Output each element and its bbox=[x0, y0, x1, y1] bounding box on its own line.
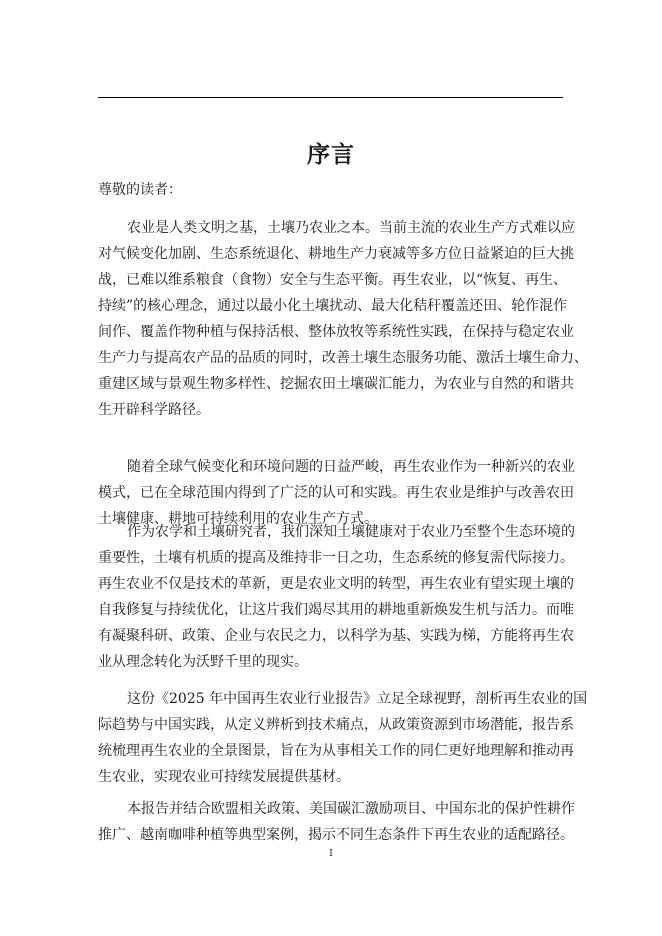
paragraph-line: 业从理念转化为沃野千里的现实。 bbox=[98, 654, 308, 670]
paragraph-line: 重要性，土壤有机质的提高及维持非一日之功，生态系统的修复需代际接力。 bbox=[98, 550, 574, 566]
paragraph-line: 农业是人类文明之基，土壤乃农业之本。当前主流的农业生产方式难以应 bbox=[127, 220, 575, 236]
paragraph-line: 际趋势与中国实践，从定义辨析到技术痛点，从政策资源到市场潜能，报告系 bbox=[98, 717, 574, 733]
paragraph-line: 推广、越南咖啡种植等典型案例，揭示不同生态条件下再生农业的适配路径。 bbox=[98, 827, 574, 843]
paragraph-line: 重建区域与景观生物多样性、挖掘农田土壤碳汇能力，为农业与自然的和谐共 bbox=[98, 376, 574, 392]
header-rule bbox=[98, 97, 563, 98]
paragraph-line: 持续”的核心理念，通过以最小化土壤扰动、最大化秸秆覆盖还田、轮作混作 bbox=[98, 298, 568, 314]
page-title: 序言 bbox=[307, 142, 355, 168]
paragraph-line: 这份《2025 年中国再生农业行业报告》立足全球视野，剖析再生农业的国 bbox=[127, 691, 588, 707]
paragraph-3 bbox=[98, 519, 575, 675]
paragraph-line: 生农业，实现农业可持续发展提供基材。 bbox=[98, 769, 350, 785]
paragraph-line: 有凝聚科研、政策、企业与农民之力，以科学为基、实践为梯，方能将再生农 bbox=[98, 628, 574, 644]
paragraph-line: 本报告并结合欧盟相关政策、美国碳汇激励项目、中国东北的保护性耕作 bbox=[127, 801, 575, 817]
paragraph-4 bbox=[98, 686, 588, 790]
paragraph-line: 随着全球气候变化和环境问题的日益严峻，再生农业作为一种新兴的农业 bbox=[127, 459, 575, 475]
salutation: 尊敬的读者： bbox=[98, 182, 182, 198]
paragraph-line: 生开辟科学路径。 bbox=[98, 402, 210, 418]
paragraph-line: 土壤健康、耕地可持续利用的农业生产方式。 bbox=[98, 511, 378, 527]
paragraph-line: 间作、覆盖作物种植与保持活根、整体放牧等系统性实践，在保持与稳定农业 bbox=[98, 324, 574, 340]
page-number: I bbox=[329, 849, 333, 859]
paragraph-line: 模式，已在全球范围内得到了广泛的认可和实践。再生农业是维护与改善农田 bbox=[98, 485, 574, 501]
paragraph-line: 再生农业不仅是技术的革新，更是农业文明的转型，再生农业有望实现土壤的 bbox=[98, 576, 574, 592]
paragraph-5 bbox=[98, 796, 575, 848]
paragraph-line: 战，已难以维系粮食（食物）安全与生态平衡。再生农业，以“恢复、再生、 bbox=[98, 272, 568, 288]
paragraph-line: 作为农学和土壤研究者，我们深知土壤健康对于农业乃至整个生态环境的 bbox=[127, 524, 575, 540]
paragraph-line: 对气候变化加剧、生态系统退化、耕地生产力衰减等多方位日益紧迫的巨大挑 bbox=[98, 246, 574, 262]
paragraph-1 bbox=[98, 215, 588, 423]
paragraph-line: 统梳理再生农业的全景图景，旨在为从事相关工作的同仁更好地理解和推动再 bbox=[98, 743, 574, 759]
paragraph-line: 生产力与提高农产品的品质的同时，改善土壤生态服务功能、激活土壤生命力、 bbox=[98, 350, 588, 366]
paragraph-line: 自我修复与持续优化，让这片我们竭尽其用的耕地重新焕发生机与活力。而唯 bbox=[98, 602, 574, 618]
